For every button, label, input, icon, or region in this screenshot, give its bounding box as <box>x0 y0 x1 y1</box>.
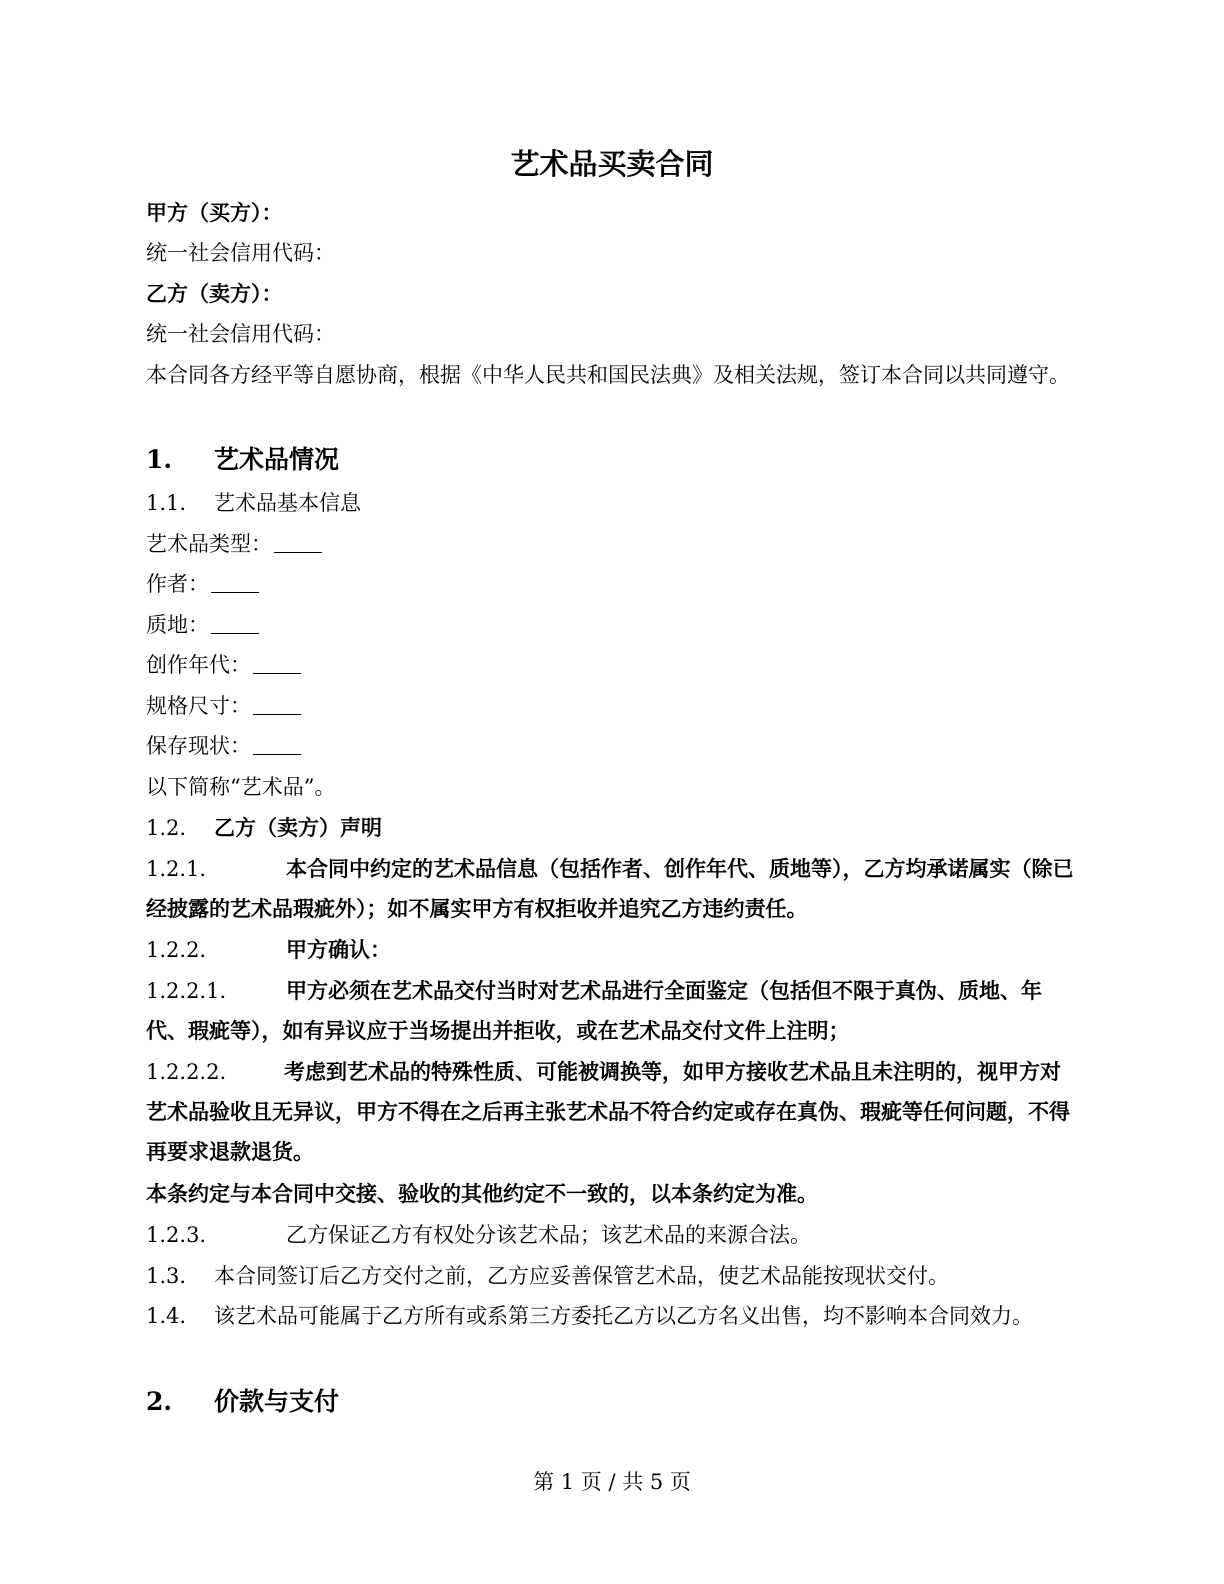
party-b-label: 乙方（卖方）： <box>146 281 283 306</box>
clause-number: 1.2.2.1. <box>146 979 227 1003</box>
section-title: 价款与支付 <box>214 1387 340 1416</box>
clause-1-2-3 <box>146 1215 1076 1255</box>
clause-number: 1.4. <box>146 1304 187 1328</box>
short-name-note: 以下简称“艺术品”。 <box>146 775 336 799</box>
field-label: 创作年代： <box>146 653 251 677</box>
clause-text: 艺术品基本信息 <box>214 491 361 515</box>
clause-text: 本合同签订后乙方交付之前，乙方应妥善保管艺术品，使艺术品能按现状交付。 <box>214 1264 949 1288</box>
field-label: 艺术品类型： <box>146 532 272 556</box>
clause-1-2-2 <box>146 930 1076 970</box>
clause-text: 甲方确认： <box>286 937 391 962</box>
document-title: 艺术品买卖合同 <box>510 147 714 181</box>
clause-1-2 <box>146 808 1076 848</box>
clause-text: 考虑到艺术品的特殊性质、可能被调换等，如甲方接收艺术品且未注明的，视甲方对艺术品验收且无异议，甲方不得在之后再主张艺术品不符合约定或存在真伪、瑕疵等任何问题，不得再要求退款退货。 <box>146 1059 1070 1164</box>
field-label: 保存现状： <box>146 734 251 758</box>
section-1-heading <box>146 440 1076 480</box>
field-label: 质地： <box>146 613 209 637</box>
clause-text: 该艺术品可能属于乙方所有或系第三方委托乙方以乙方名义出售，均不影响本合同效力。 <box>214 1304 1033 1328</box>
clause-number: 1.2. <box>146 816 187 840</box>
blank-line <box>253 734 301 755</box>
clause-text: 甲方必须在艺术品交付当时对艺术品进行全面鉴定（包括但不限于真伪、质地、年代、瑕疵等），如有异议应于当场提出并拒收，或在艺术品交付文件上注明； <box>146 978 1042 1043</box>
clause-number: 1.1. <box>146 491 187 515</box>
clause-1-2-2-1 <box>146 971 1076 1051</box>
clause-number: 1.2.2.2. <box>146 1060 227 1084</box>
field-condition <box>146 726 1076 766</box>
clause-1-1 <box>146 483 1076 523</box>
blank-line <box>211 572 259 593</box>
section-number: 2. <box>146 1387 173 1416</box>
clause-number: 1.2.3. <box>146 1223 207 1247</box>
blank-line <box>274 532 322 553</box>
field-author <box>146 564 1076 604</box>
blank-line <box>253 694 301 715</box>
party-a-label: 甲方（买方）： <box>146 200 283 225</box>
clause-number: 1.2.1. <box>146 857 207 881</box>
field-material <box>146 605 1076 645</box>
clause-number: 1.2.2. <box>146 938 207 962</box>
blank-line <box>253 653 301 674</box>
section-2-heading <box>146 1382 1076 1422</box>
clause-priority-note: 本条约定与本合同中交接、验收的其他约定不一致的，以本条约定为准。 <box>146 1181 818 1206</box>
field-artwork-type <box>146 524 1076 564</box>
clause-1-3 <box>146 1256 1076 1296</box>
party-a-credit-code: 统一社会信用代码： <box>146 241 335 265</box>
clause-text: 乙方（卖方）声明 <box>214 815 382 840</box>
section-title: 艺术品情况 <box>214 445 340 474</box>
section-number: 1. <box>146 445 173 474</box>
field-label: 规格尺寸： <box>146 694 251 718</box>
clause-number: 1.3. <box>146 1264 187 1288</box>
clause-text: 本合同中约定的艺术品信息（包括作者、创作年代、质地等），乙方均承诺属实（除已经披露的艺术品瑕疵外）；如不属实甲方有权拒收并追究乙方违约责任。 <box>146 856 1074 921</box>
intro-paragraph: 本合同各方经平等自愿协商，根据《中华人民共和国民法典》及相关法规，签订本合同以共同遵守。 <box>146 363 1070 387</box>
clause-text: 乙方保证乙方有权处分该艺术品；该艺术品的来源合法。 <box>286 1223 811 1247</box>
field-label: 作者： <box>146 572 209 596</box>
blank-line <box>211 613 259 634</box>
clause-1-2-2-2 <box>146 1052 1076 1172</box>
field-era <box>146 645 1076 685</box>
page-footer: 第 1 页 / 共 5 页 <box>533 1470 691 1494</box>
clause-1-2-1 <box>146 849 1076 929</box>
clause-1-4 <box>146 1296 1076 1336</box>
field-size <box>146 686 1076 726</box>
party-b-credit-code: 统一社会信用代码： <box>146 322 335 346</box>
